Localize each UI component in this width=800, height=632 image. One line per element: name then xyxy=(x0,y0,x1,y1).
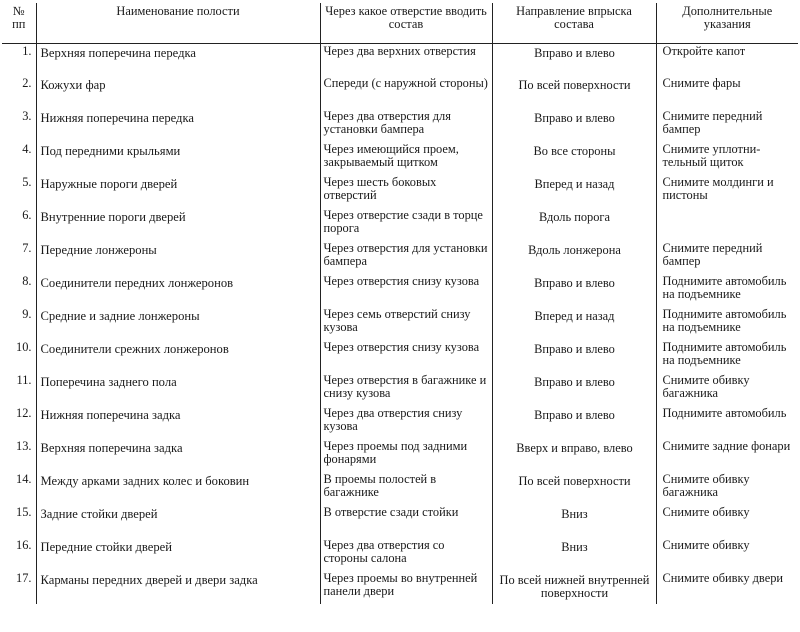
row-name: Верхняя поперечина передка xyxy=(36,43,320,76)
row-note: Снимите обивку xyxy=(656,538,798,571)
table-body xyxy=(2,43,798,604)
row-name: Средние и задние лонжероны xyxy=(36,307,320,340)
table-row xyxy=(2,406,798,439)
row-note: Откройте капот xyxy=(656,43,798,76)
table-row xyxy=(2,43,798,76)
row-hole: Через проемы во внутренней панели двери xyxy=(320,571,492,604)
table-row xyxy=(2,241,798,274)
row-num: 3. xyxy=(22,109,32,123)
row-name: Соединители срежних лонжеронов xyxy=(36,340,320,373)
row-note: Снимите молдинги и пистоны xyxy=(656,175,798,208)
row-num: 15. xyxy=(16,505,32,519)
table-header xyxy=(2,3,798,43)
table-row xyxy=(2,373,798,406)
row-note: Поднимите автомобиль xyxy=(656,406,798,439)
row-direction: Вправо и влево xyxy=(492,373,656,406)
row-hole: Через два верхних отверстия xyxy=(320,43,492,76)
header-direction: Направление впрыска состава xyxy=(492,3,656,43)
table-row xyxy=(2,472,798,505)
header-num: № пп xyxy=(2,3,36,43)
row-name: Карманы передних дверей и двери задка xyxy=(36,571,320,604)
row-note: Снимите обивку багажника xyxy=(656,472,798,505)
row-direction: Вправо и влево xyxy=(492,406,656,439)
row-direction: Вдоль лонжерона xyxy=(492,241,656,274)
header-notes: Дополнительные указания xyxy=(656,3,798,43)
row-note: Снимите обивку багажника xyxy=(656,373,798,406)
table-row xyxy=(2,538,798,571)
row-name: Задние стойки дверей xyxy=(36,505,320,538)
row-name: Верхняя поперечина задка xyxy=(36,439,320,472)
row-note: Поднимите автомобиль на подъемнике xyxy=(656,307,798,340)
row-direction: Во все стороны xyxy=(492,142,656,175)
row-name: Соединители передних лонжеронов xyxy=(36,274,320,307)
row-name: Кожухи фар xyxy=(36,76,320,109)
row-num: 1. xyxy=(22,43,32,58)
row-hole: Через отверстия снизу кузова xyxy=(320,340,492,373)
table-row xyxy=(2,109,798,142)
row-direction: Вправо и влево xyxy=(492,274,656,307)
row-name: Передние стойки дверей xyxy=(36,538,320,571)
table-row xyxy=(2,307,798,340)
row-num: 8. xyxy=(22,274,32,288)
row-hole: Через отверстия для установки бампера xyxy=(320,241,492,274)
row-hole: Через проемы под задними фонарями xyxy=(320,439,492,472)
row-direction: Вперед и назад xyxy=(492,307,656,340)
header-name: Наименование полости xyxy=(36,3,320,43)
row-num: 6. xyxy=(22,208,32,222)
row-num: 11. xyxy=(16,373,32,387)
row-hole: Через два отверстия для установки бампера xyxy=(320,109,492,142)
row-direction: Вниз xyxy=(492,505,656,538)
row-num: 7. xyxy=(22,241,32,255)
row-num: 10. xyxy=(16,340,32,354)
row-hole: Через отверстие сзади в торце порога xyxy=(320,208,492,241)
row-name: Передние лонжероны xyxy=(36,241,320,274)
row-num: 13. xyxy=(16,439,32,453)
row-num: 5. xyxy=(22,175,32,189)
table-row xyxy=(2,340,798,373)
row-hole: Через два отверстия снизу кузова xyxy=(320,406,492,439)
row-note: Снимите обивку xyxy=(656,505,798,538)
row-num: 4. xyxy=(22,142,32,156)
row-hole: Через два отверстия со стороны салона xyxy=(320,538,492,571)
row-hole: Через имеющийся проем, закрываемый щитком xyxy=(320,142,492,175)
row-num: 9. xyxy=(22,307,32,321)
cavity-treatment-table xyxy=(2,3,798,604)
table-row xyxy=(2,274,798,307)
row-num: 2. xyxy=(22,76,32,90)
row-direction: Вперед и назад xyxy=(492,175,656,208)
row-note xyxy=(656,208,798,241)
table-row xyxy=(2,175,798,208)
table-row xyxy=(2,76,798,109)
row-note: Снимите фары xyxy=(656,76,798,109)
table-row xyxy=(2,439,798,472)
row-direction: Вниз xyxy=(492,538,656,571)
row-direction: Вправо и влево xyxy=(492,340,656,373)
row-direction: Вправо и влево xyxy=(492,109,656,142)
row-hole: Через семь отверстий снизу кузова xyxy=(320,307,492,340)
row-name: Поперечина заднего пола xyxy=(36,373,320,406)
row-hole: Через отверстия в багажнике и снизу кузова xyxy=(320,373,492,406)
row-name: Нижняя поперечина передка xyxy=(36,109,320,142)
table-row xyxy=(2,142,798,175)
row-name: Наружные пороги дверей xyxy=(36,175,320,208)
table-row xyxy=(2,571,798,604)
row-note: Снимите передний бампер xyxy=(656,109,798,142)
row-direction: Вдоль порога xyxy=(492,208,656,241)
row-direction: По всей нижней внутренней поверхности xyxy=(492,571,656,604)
row-name: Между арками задних колес и боковин xyxy=(36,472,320,505)
row-hole: В отверстие сзади стойки xyxy=(320,505,492,538)
row-direction: Вверх и вправо, влево xyxy=(492,439,656,472)
row-hole: В проемы полостей в багажнике xyxy=(320,472,492,505)
row-hole: Через отверстия снизу кузова xyxy=(320,274,492,307)
row-note: Снимите задние фонари xyxy=(656,439,798,472)
row-hole: Через шесть боковых отверстий xyxy=(320,175,492,208)
row-note: Поднимите автомобиль на подъемнике xyxy=(656,274,798,307)
row-note: Снимите уплотнительный щиток xyxy=(656,142,798,175)
row-name: Под передними крыльями xyxy=(36,142,320,175)
table-row xyxy=(2,208,798,241)
table-row xyxy=(2,505,798,538)
row-note: Снимите обивку двери xyxy=(656,571,798,604)
row-num: 12. xyxy=(16,406,32,420)
row-name: Нижняя поперечина задка xyxy=(36,406,320,439)
row-num: 14. xyxy=(16,472,32,486)
row-note: Снимите передний бампер xyxy=(656,241,798,274)
row-name: Внутренние пороги дверей xyxy=(36,208,320,241)
row-direction: По всей поверхности xyxy=(492,76,656,109)
header-hole: Через какое отверстие вводить состав xyxy=(320,3,492,43)
row-hole: Спереди (с наружной стороны) xyxy=(320,76,492,109)
row-num: 16. xyxy=(16,538,32,552)
row-direction: Вправо и влево xyxy=(492,43,656,76)
row-note: Поднимите автомобиль на подъемнике xyxy=(656,340,798,373)
row-direction: По всей поверхности xyxy=(492,472,656,505)
row-num: 17. xyxy=(16,571,32,585)
